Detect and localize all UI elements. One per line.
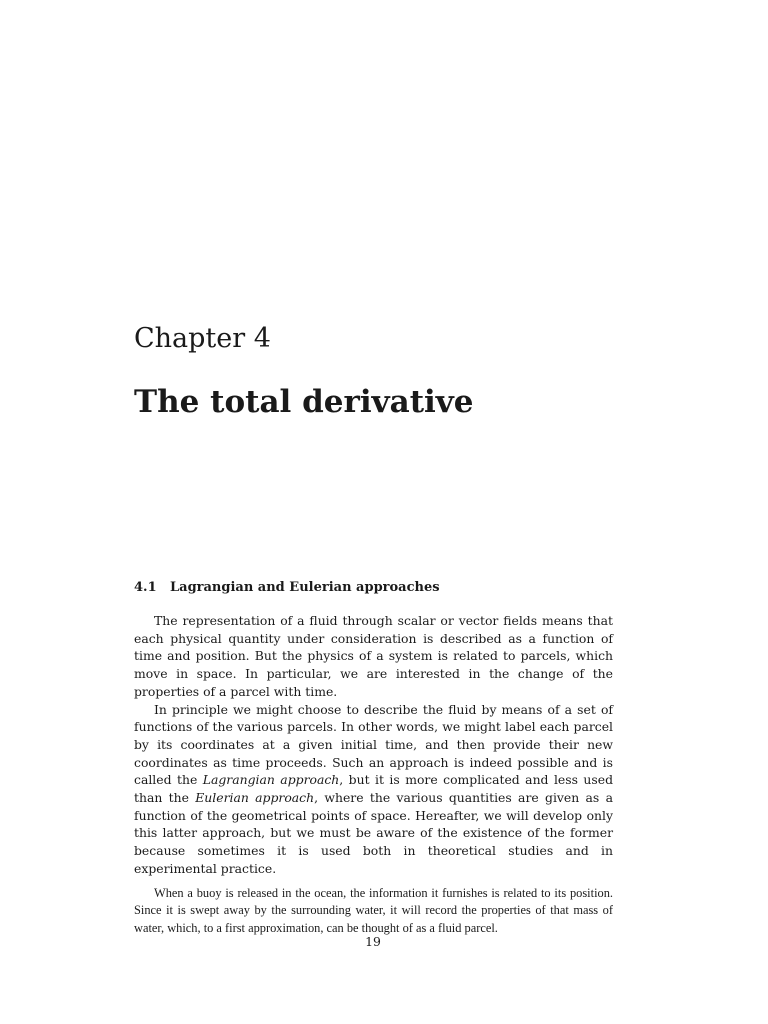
paragraph-1: The representation of a fluid through scalar or vector fields means that each physical quantity under consideration is described as a function of time and position. But the physics of a system is related to parcels, which move in space. In particular, we are interested in the change of the properties of a parcel with time. — [134, 613, 613, 699]
paragraph-3: When a buoy is released in the ocean, the information it furnishes is related to its position. Since it is swept away by the surrounding water, it will record the properties of that mass of water, which, to a first approximation, can be thought of as a fluid parcel. — [134, 885, 613, 935]
chapter-label: Chapter 4 — [134, 323, 271, 354]
eulerian-approach-term: Eulerian approach — [195, 790, 315, 806]
lagrangian-approach-term: Lagrangian approach — [202, 772, 340, 788]
paragraph-2 — [134, 701, 613, 878]
body-text — [134, 612, 613, 937]
paragraph-2-part-3: , where the various quantities are given as a function of the geometrical points of space. Hereafter, we will develop only this latter approach, but we must be aware of the existence of the former because sometimes it is used both in theoretical studies and in experimental practice. — [134, 790, 614, 876]
section-number: 4.1 — [134, 580, 157, 595]
section-heading — [134, 579, 440, 597]
page-number: 19 — [365, 934, 381, 949]
paragraph-2-part-1: In principle we might choose to describe the fluid by means of a set of functions of the various parcels. In other words, we might label each parcel by its coordinates at a given initial time, and then provide their new coordinates as time proceeds. Such an approach is indeed possible and is called the — [134, 701, 613, 788]
section-title: Lagrangian and Eulerian approaches — [170, 580, 440, 595]
chapter-title: The total derivative — [134, 384, 474, 420]
paragraph-2-part-2: , but it is more complicated and less used than the — [134, 772, 614, 806]
